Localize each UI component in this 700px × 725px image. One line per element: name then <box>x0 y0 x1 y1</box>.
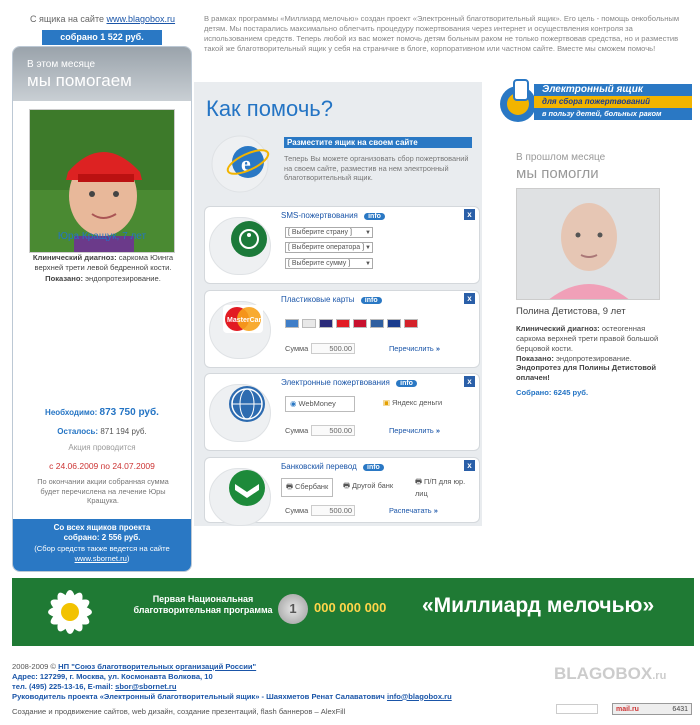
printer-icon: 🖶 <box>343 481 350 490</box>
emoney-close-button[interactable]: x <box>464 376 475 387</box>
footer-head <box>12 692 512 702</box>
printer-icon: 🖶 <box>286 482 293 491</box>
cards-close-button[interactable]: x <box>464 293 475 304</box>
child-name-previous: Полина Детистова, 9 лет <box>516 306 626 317</box>
website-box-icon <box>210 134 274 194</box>
bank-sum-label: Сумма <box>285 506 309 515</box>
promo-dates: с 24.06.2009 по 24.07.2009 <box>49 461 155 471</box>
needed-amount <box>13 407 191 418</box>
bank-head <box>281 462 384 471</box>
how-to-help-title: Как помочь? <box>206 96 333 121</box>
all-title: Со всех ящиков проекта <box>53 523 151 532</box>
bank-info-button[interactable]: info <box>363 464 384 471</box>
billion-banner[interactable] <box>12 578 694 646</box>
emoney-sum-label: Сумма <box>285 426 309 435</box>
banner-number: 000 000 000 <box>314 600 387 615</box>
left-panel <box>12 46 192 572</box>
webmoney-icon: ◉ <box>290 399 297 408</box>
remaining-value: 871 194 руб. <box>100 427 147 436</box>
counter-label: mail.ru <box>616 706 639 713</box>
counter-badge-small[interactable] <box>556 704 598 714</box>
indic-label: Показано: <box>45 273 84 283</box>
megafon-icon <box>231 221 267 257</box>
emoney-donation-panel <box>204 373 480 451</box>
cards-transfer-text[interactable]: Перечислить <box>389 344 434 353</box>
emoney-info-button[interactable]: info <box>396 380 417 387</box>
site-prefix: С ящика на сайте <box>30 14 104 24</box>
yandex-option[interactable] <box>383 398 442 407</box>
banner-title: «Миллиард мелочью» <box>422 594 655 617</box>
footer-contacts <box>12 682 512 692</box>
remaining-label: Осталось: <box>57 427 99 436</box>
printer-icon: 🖶 <box>415 477 422 486</box>
logo-line3: в пользу детей, больных раком <box>542 109 662 118</box>
other-bank-label: Другой банк <box>352 481 394 490</box>
promo-title: Акция проводится <box>68 443 136 452</box>
indic2-label: Показано: <box>516 353 554 363</box>
blagobox-logo <box>494 72 694 132</box>
footer-logo <box>554 664 666 684</box>
intro-text: В рамках программы «Миллиард мелочью» создан проект «Электронный благотворительный ящик». Его цель - помощь онкобольным детям. Мы постарались максимально облегчить процедуру пожертвования через интернет и осуществления контроля за использованием средств. Теперь любой из вас может помочь детям больным раком не только пожертвовав средства, но и разместив такой же благотворительный ящик у себя на страничке в блоге, корпоративном или частном сайте. Вместе мы сможем помочь! <box>204 14 680 53</box>
sms-head-label: SMS-пожертвования <box>281 211 358 220</box>
footer-head-email-link[interactable]: info@blagobox.ru <box>386 691 452 701</box>
site-link[interactable]: www.blagobox.ru <box>106 14 176 24</box>
mailru-counter[interactable] <box>612 703 692 715</box>
sberbank-icon <box>229 470 265 506</box>
cards-head-label: Пластиковые карты <box>281 295 355 304</box>
counter-value: 6431 <box>672 706 688 713</box>
card-logo-7 <box>387 319 401 328</box>
logo-line2: для сбора пожертвований <box>542 97 651 106</box>
yandex-label: Яндекс деньги <box>392 398 443 407</box>
operator-select[interactable]: [ Выберите оператора ] ▼ <box>285 242 373 253</box>
indic-text: эндопротезирование. <box>85 273 161 283</box>
cards-sum-input[interactable]: 500.00 <box>311 343 355 354</box>
country-select[interactable]: [ Выберите страну ] ▼ <box>285 227 373 238</box>
legal-entity-option[interactable] <box>415 476 471 498</box>
sbornet-link[interactable]: www.sbornet.ru <box>74 553 127 563</box>
copyright: 2008-2009 © <box>12 662 57 671</box>
right-head-big: мы помогли <box>516 165 599 182</box>
child-photo-previous <box>516 188 660 300</box>
place-box-text: Теперь Вы можете организовать сбор пожертвований на своем сайте, разместив на нем электронный благотворительный ящик. <box>284 154 469 183</box>
all-note-end: ) <box>126 553 130 563</box>
daisy-icon <box>30 578 130 646</box>
logo-line1: Электронный ящик <box>542 84 643 95</box>
sms-info-button[interactable]: info <box>364 213 385 220</box>
footer-line1 <box>12 662 512 672</box>
sms-donation-panel <box>204 206 480 284</box>
footer-head-text: Руководитель проекта «Электронный благотворительный ящик» - Шаяхметов Ренат Салаватович <box>12 691 385 701</box>
indic2-text: эндопротезирование. <box>556 353 632 363</box>
org-link[interactable]: НП "Союз благотворительных организаций России" <box>58 662 257 671</box>
card-logo-3 <box>319 319 333 328</box>
sms-close-button[interactable]: x <box>464 209 475 220</box>
cards-sum-label: Сумма <box>285 344 309 353</box>
left-head-small: В этом месяце <box>27 59 96 70</box>
cards-info-button[interactable]: info <box>361 297 382 304</box>
footer-email-link[interactable]: sbor@sbornet.ru <box>115 681 177 691</box>
emoney-transfer-link[interactable]: Перечислить » <box>389 426 440 435</box>
mastercard-icon <box>223 305 263 333</box>
left-panel-header <box>13 47 191 101</box>
emoney-head-label: Электронные пожертвования <box>281 378 390 387</box>
other-bank-option[interactable] <box>343 480 393 493</box>
sberbank-label: Сбербанк <box>295 482 329 491</box>
bank-print-link[interactable]: Распечатать » <box>389 506 438 515</box>
diag-label: Клинический диагноз: <box>32 253 117 262</box>
promo-note: По окончании акции собранная сумма будет перечислена на лечение Юры Кращука. <box>37 477 169 506</box>
emoney-transfer-text[interactable]: Перечислить <box>389 426 434 435</box>
bank-print-text[interactable]: Распечатать <box>389 506 432 515</box>
need-label: Необходимо: <box>45 408 98 417</box>
emoney-sum-input[interactable]: 500.00 <box>311 425 355 436</box>
card-logo-4 <box>336 319 350 328</box>
card-logos <box>285 319 418 328</box>
all-sum: собрано: 2 556 руб. <box>63 533 141 543</box>
right-head-small: В прошлом месяце <box>516 152 606 163</box>
card-donation-panel <box>204 290 480 368</box>
left-head-big: мы помогаем <box>27 71 132 90</box>
card-logo-8 <box>404 319 418 328</box>
card-logo-5 <box>353 319 367 328</box>
bank-donation-panel <box>204 457 480 523</box>
card-logo-1 <box>285 319 299 328</box>
yandex-icon: ▣ <box>383 398 390 407</box>
amount-select[interactable]: [ Выберите сумму ] ▼ <box>285 258 373 269</box>
diag2-text: остеогенная саркома верхней трети правой большой берцовой кости. <box>516 324 659 353</box>
place-box-title[interactable]: Разместите ящик на своем сайте <box>284 137 472 148</box>
webmoney-label: WebMoney <box>298 399 336 408</box>
remaining-amount <box>13 427 191 436</box>
paid-note: Эндопротез для Полины Детистовой оплачен! <box>516 363 657 383</box>
need-value: 873 750 руб. <box>99 407 159 418</box>
collected-badge: собрано 1 522 руб. <box>42 30 162 45</box>
all-boxes-summary <box>13 519 191 572</box>
card-logo-6 <box>370 319 384 328</box>
footer-logo-name: BLAGOBOX <box>554 664 653 683</box>
card-logo-2 <box>302 319 316 328</box>
footer-logo-tld: .ru <box>652 670 667 682</box>
webmoney-option[interactable] <box>285 396 355 412</box>
footer-address: Адрес: 127299, г. Москва, ул. Космонавта Волкова, 10 <box>12 671 213 681</box>
sms-head <box>281 211 385 220</box>
bank-head-label: Банковский перевод <box>281 462 357 471</box>
diagnosis-previous <box>516 324 666 383</box>
footer <box>12 662 512 717</box>
bank-sum-input[interactable]: 500.00 <box>311 505 355 516</box>
footer-phone: тел. (495) 225-13-16, E-mail: <box>12 681 113 691</box>
diag-text: саркома Юинга верхней трети левой бедренной кости. <box>34 253 174 273</box>
cards-transfer-link[interactable]: Перечислить » <box>389 344 440 353</box>
sberbank-option[interactable] <box>281 478 333 497</box>
svg-text:MasterCard: MasterCard <box>227 317 263 324</box>
coin-icon: 1 <box>278 594 308 624</box>
collected-previous: Собрано: 6245 руб. <box>516 388 589 397</box>
bank-close-button[interactable]: x <box>464 460 475 471</box>
svg-text:e: e <box>241 151 251 176</box>
child-name-current: Юра Кращук, 7 лет <box>57 231 147 242</box>
emoney-head <box>281 378 417 387</box>
site-line <box>30 14 175 24</box>
footer-credit: Создание и продвижение сайтов, web дизайн, создание презентаций, flash баннеров – AlexFill <box>12 707 346 717</box>
cards-head <box>281 295 382 304</box>
diag2-label: Клинический диагноз: <box>516 324 600 333</box>
banner-text: Первая Национальная благотворительная программа <box>133 594 273 615</box>
legal-entity-label: П/П для юр. лиц <box>415 477 466 498</box>
all-note: (Сбор средств также ведется на сайте <box>34 543 170 553</box>
diagnosis-current <box>25 253 181 284</box>
webmoney-globe-icon <box>229 386 265 422</box>
